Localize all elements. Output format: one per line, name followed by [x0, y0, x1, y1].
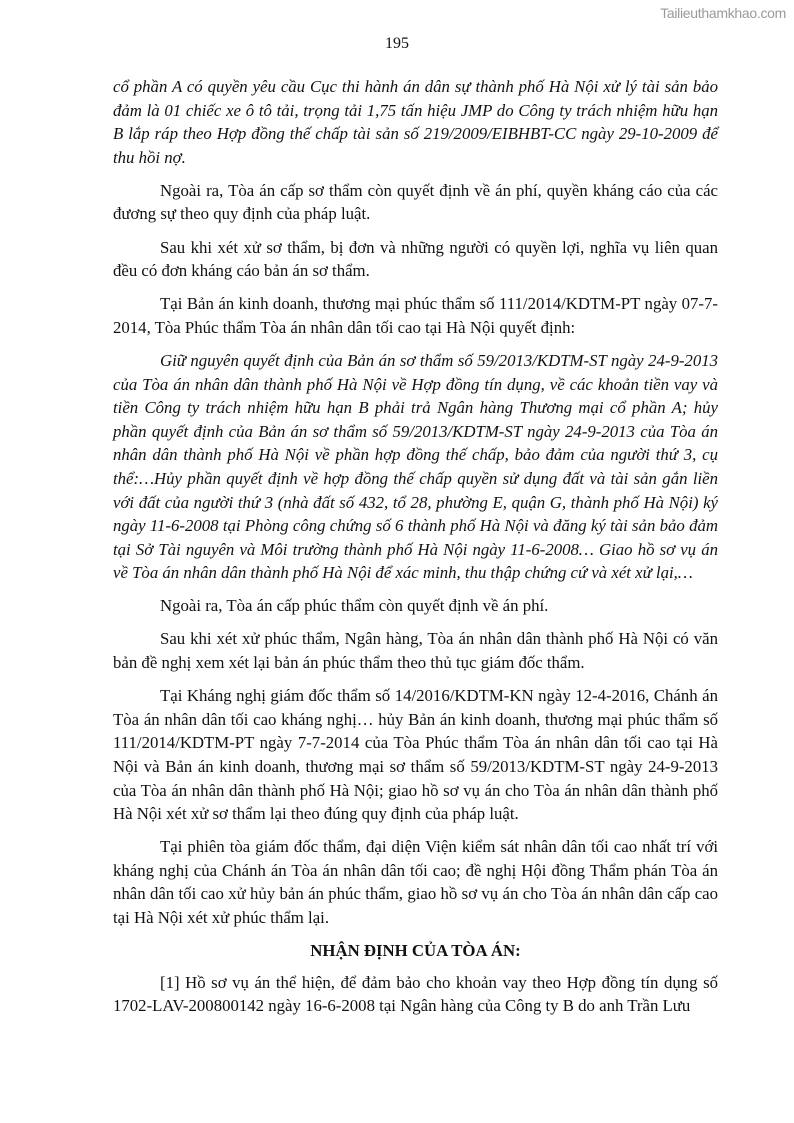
page-number: 195 [385, 35, 409, 52]
paragraph-appellate-decision: Giữ nguyên quyết định của Bản án sơ thẩm số 59/2013/KDTM-ST ngày 24-9-2013 của Tòa án nhân dân thành phố Hà Nội về Hợp đồng tín dụng, về các khoản tiền vay và tiền Công ty trách nhiệm hữu hạn B phải trả Ngân hàng Thương mại cổ phần A; hủy phần quyết định của Bản án sơ thẩm số 59/2013/KDTM-ST ngày 24-9-2013 của Tòa án nhân dân thành phố Hà Nội về phần hợp đồng thế chấp, bảo đảm của người thứ 3, cụ thể:…Hủy phần quyết định về hợp đồng thế chấp quyền sử dụng đất và tài sản gắn liền với đất của người thứ 3 (nhà đất số 432, tổ 28, phường E, quận G, thành phố Hà Nội) ký ngày 11-6-2008 tại Phòng công chứng số 6 thành phố Hà Nội và đăng ký tài sản bảo đảm tại Sở Tài nguyên và Môi trường thành phố Hà Nội ngày 11-6-2008… Giao hồ sơ vụ án về Tòa án nhân dân thành phố Hà Nội để xác minh, thu thập chứng cứ và xét xử lại,… [113, 350, 718, 583]
watermark: Tailieuthamkhao.com [660, 5, 786, 21]
paragraph-continued-ruling: cổ phần A có quyền yêu cầu Cục thi hành án dân sự thành phố Hà Nội xử lý tài sản bảo đảm là 01 chiếc xe ô tô tải, trọng tải 1,75 tấn hiệu JMP do Công ty trách nhiệm hữu hạn B lắp ráp theo Hợp đồng thế chấp tài sản số 219/2009/EIBHBT-CC ngày 29-10-2009 để thu hồi nợ. [113, 77, 718, 167]
paragraph-appellate-fees: Ngoài ra, Tòa án cấp phúc thẩm còn quyết định về án phí. [160, 596, 549, 616]
paragraph-first-instance-fees: Ngoài ra, Tòa án cấp sơ thẩm còn quyết định về án phí, quyền kháng cáo của các đương sự theo quy định của pháp luật. [113, 180, 718, 224]
paragraph-procuracy-opinion: Tại phiên tòa giám đốc thẩm, đại diện Viện kiểm sát nhân dân tối cao nhất trí với kháng nghị của Chánh án Tòa án nhân dân tối cao; đề nghị Hội đồng Thẩm phán Tòa án nhân dân tối cao xử hủy bản án phúc thẩm, giao hồ sơ vụ án cho Tòa án nhân dân cấp cao tại Hà Nội xét xử phúc thẩm lại. [113, 837, 718, 927]
document-body [113, 75, 718, 1027]
paragraph-appeal: Sau khi xét xử sơ thẩm, bị đơn và những người có quyền lợi, nghĩa vụ liên quan đều có đơn kháng cáo bản án sơ thẩm. [113, 237, 718, 281]
paragraph-cassation-protest: Tại Kháng nghị giám đốc thẩm số 14/2016/KDTM-KN ngày 12-4-2016, Chánh án Tòa án nhân dân tối cao kháng nghị… hủy Bản án kinh doanh, thương mại phúc thẩm số 111/2014/KDTM-PT ngày 7-7-2014 của Tòa Phúc thẩm Tòa án nhân dân tối cao tại Hà Nội và Bản án kinh doanh, thương mại sơ thẩm số 59/2013/KDTM-ST ngày 24-9-2013 của Tòa án nhân dân thành phố Hà Nội; giao hồ sơ vụ án cho Tòa án nhân dân thành phố Hà Nội xét xử sơ thẩm lại theo đúng quy định của pháp luật. [113, 686, 718, 824]
section-heading: NHẬN ĐỊNH CỦA TÒA ÁN: [310, 941, 521, 961]
paragraph-court-findings: [1] Hồ sơ vụ án thể hiện, để đảm bảo cho khoản vay theo Hợp đồng tín dụng số 1702-LAV-200800142 ngày 16-6-2008 tại Ngân hàng của Công ty B do anh Trần Lưu [113, 972, 718, 1016]
paragraph-appellate-judgment: Tại Bản án kinh doanh, thương mại phúc thẩm số 111/2014/KDTM-PT ngày 07-7-2014, Tòa Phúc thẩm Tòa án nhân dân tối cao tại Hà Nội quyết định: [113, 294, 718, 337]
paragraph-review-request: Sau khi xét xử phúc thẩm, Ngân hàng, Tòa án nhân dân thành phố Hà Nội có văn bản đề nghị xem xét lại bản án phúc thẩm theo thủ tục giám đốc thẩm. [113, 629, 718, 673]
